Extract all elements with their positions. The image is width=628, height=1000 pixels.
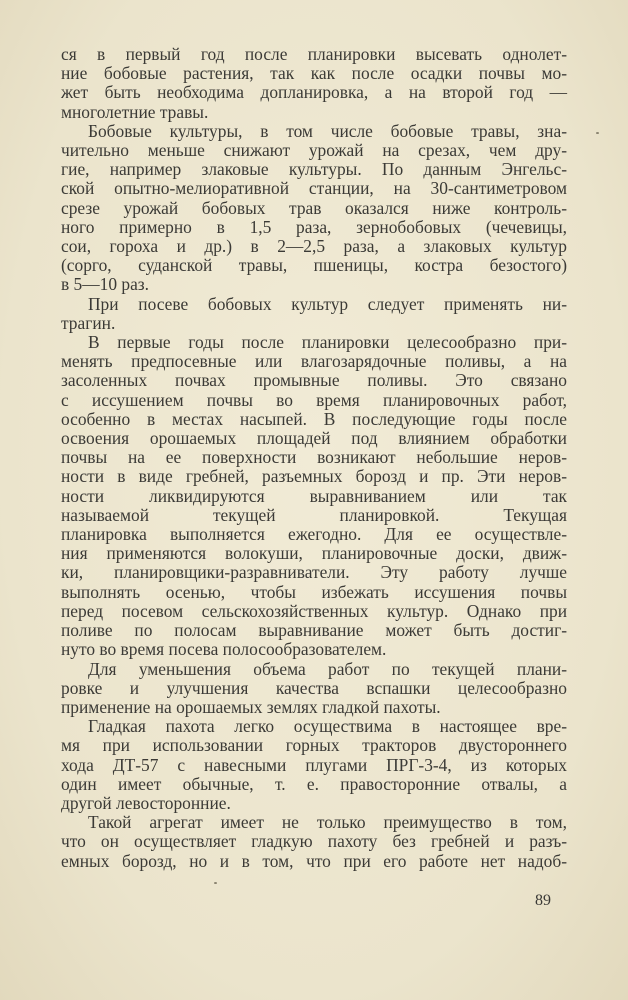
text-line: срезе урожай бобовых трав оказался ниже контроль-	[61, 197, 567, 218]
text-line: сои, гороха и др.) в 2—2,5 раза, а злаковых культур	[61, 236, 567, 257]
text-line: емных борозд, но и в том, что при его работе нет надоб-	[61, 850, 567, 871]
text-line: ного примерно в 1,5 раза, зернобобовых (чечевицы,	[61, 216, 567, 237]
text-line: применение на орошаемых землях гладкой пахоты.	[61, 696, 441, 717]
text-line: Гладкая пахота легко осуществима в настоящее вре-	[88, 716, 567, 737]
paragraph	[61, 660, 567, 718]
paragraph	[61, 717, 567, 813]
print-speck	[596, 132, 599, 134]
text-line: ние бобовые растения, так как после осадки почвы мо-	[61, 63, 567, 84]
text-line: ния применяются волокуши, планировочные доски, движ-	[61, 543, 567, 564]
text-line: почвы на ее поверхности возникают небольшие неров-	[61, 447, 567, 468]
text-line: перед посевом сельскохозяйственных культур. Однако при	[61, 600, 567, 621]
text-line: поливе по полосам выравнивание может быть достиг-	[61, 620, 567, 641]
paragraph	[61, 122, 567, 295]
text-line: При посеве бобовых культур следует применять ни-	[88, 293, 567, 314]
text-line: планировка выполняется ежегодно. Для ее осуществле-	[61, 524, 567, 545]
text-line: (сорго, суданской травы, пшеницы, костра безостого)	[61, 255, 567, 276]
text-line: ровке и улучшения качества вспашки целесообразно	[61, 677, 567, 698]
text-line: ности ликвидируются выравниванием или так	[61, 485, 567, 506]
text-line: другой левосторонние.	[61, 792, 231, 813]
text-line: Такой агрегат имеет не только преимущество в том,	[88, 812, 567, 833]
text-line: особенно в местах насыпей. В последующие годы после	[61, 408, 567, 429]
text-line: трагин.	[61, 312, 116, 333]
text-line: освоения орошаемых площадей под влиянием обработки	[61, 428, 567, 449]
text-line: называемой текущей планировкой. Текущая	[61, 504, 567, 525]
text-line: в 5—10 раз.	[61, 274, 150, 295]
text-line: ся в первый год после планировки высевать однолет-	[61, 44, 567, 64]
text-line: менять предпосевные или влагозарядочные поливы, а на	[61, 351, 567, 372]
text-line: хода ДТ-57 с навесными плугами ПРГ-3-4, из которых	[61, 754, 567, 775]
text-line: с иссушением почвы во время планировочных работ,	[61, 389, 567, 410]
text-line: нуто во время посева полосообразователем.	[61, 639, 387, 660]
text-line: многолетние травы.	[61, 101, 209, 122]
text-line: чительно меньше снижают урожай на срезах, чем дру-	[61, 140, 567, 161]
text-line: ности в виде гребней, разъемных борозд и пр. Эти неров-	[61, 466, 567, 487]
text-line: один имеет обычные, т. е. правосторонние отвалы, а	[61, 773, 567, 794]
paragraph	[61, 333, 567, 659]
paragraph	[61, 295, 567, 333]
text-line: Бобовые культуры, в том числе бобовые травы, зна-	[88, 120, 567, 141]
paragraph	[61, 813, 567, 871]
text-line: Для уменьшения объема работ по текущей плани-	[88, 658, 567, 679]
text-line: гие, например злаковые культуры. По данным Энгельс-	[61, 159, 567, 180]
text-line: ки, планировщики-разравниватели. Эту работу лучше	[61, 562, 567, 583]
text-line: что он осуществляет гладкую пахоту без гребней и разъ-	[61, 831, 567, 852]
text-line: жет быть необходима допланировка, а на второй год —	[61, 82, 567, 103]
text-line: выполнять осенью, чтобы избежать иссушения почвы	[61, 581, 567, 602]
body-text	[61, 45, 567, 871]
text-line: мя при использовании горных тракторов двустороннего	[61, 735, 567, 756]
text-line: В первые годы после планировки целесообразно при-	[88, 332, 567, 353]
page-number: 89	[535, 892, 551, 909]
text-line: засоленных почвах промывные поливы. Это связано	[61, 370, 567, 391]
text-line: ской опытно-мелиоративной станции, на 30-сантиметровом	[61, 178, 567, 199]
paragraph	[61, 45, 567, 122]
print-speck	[214, 882, 217, 884]
